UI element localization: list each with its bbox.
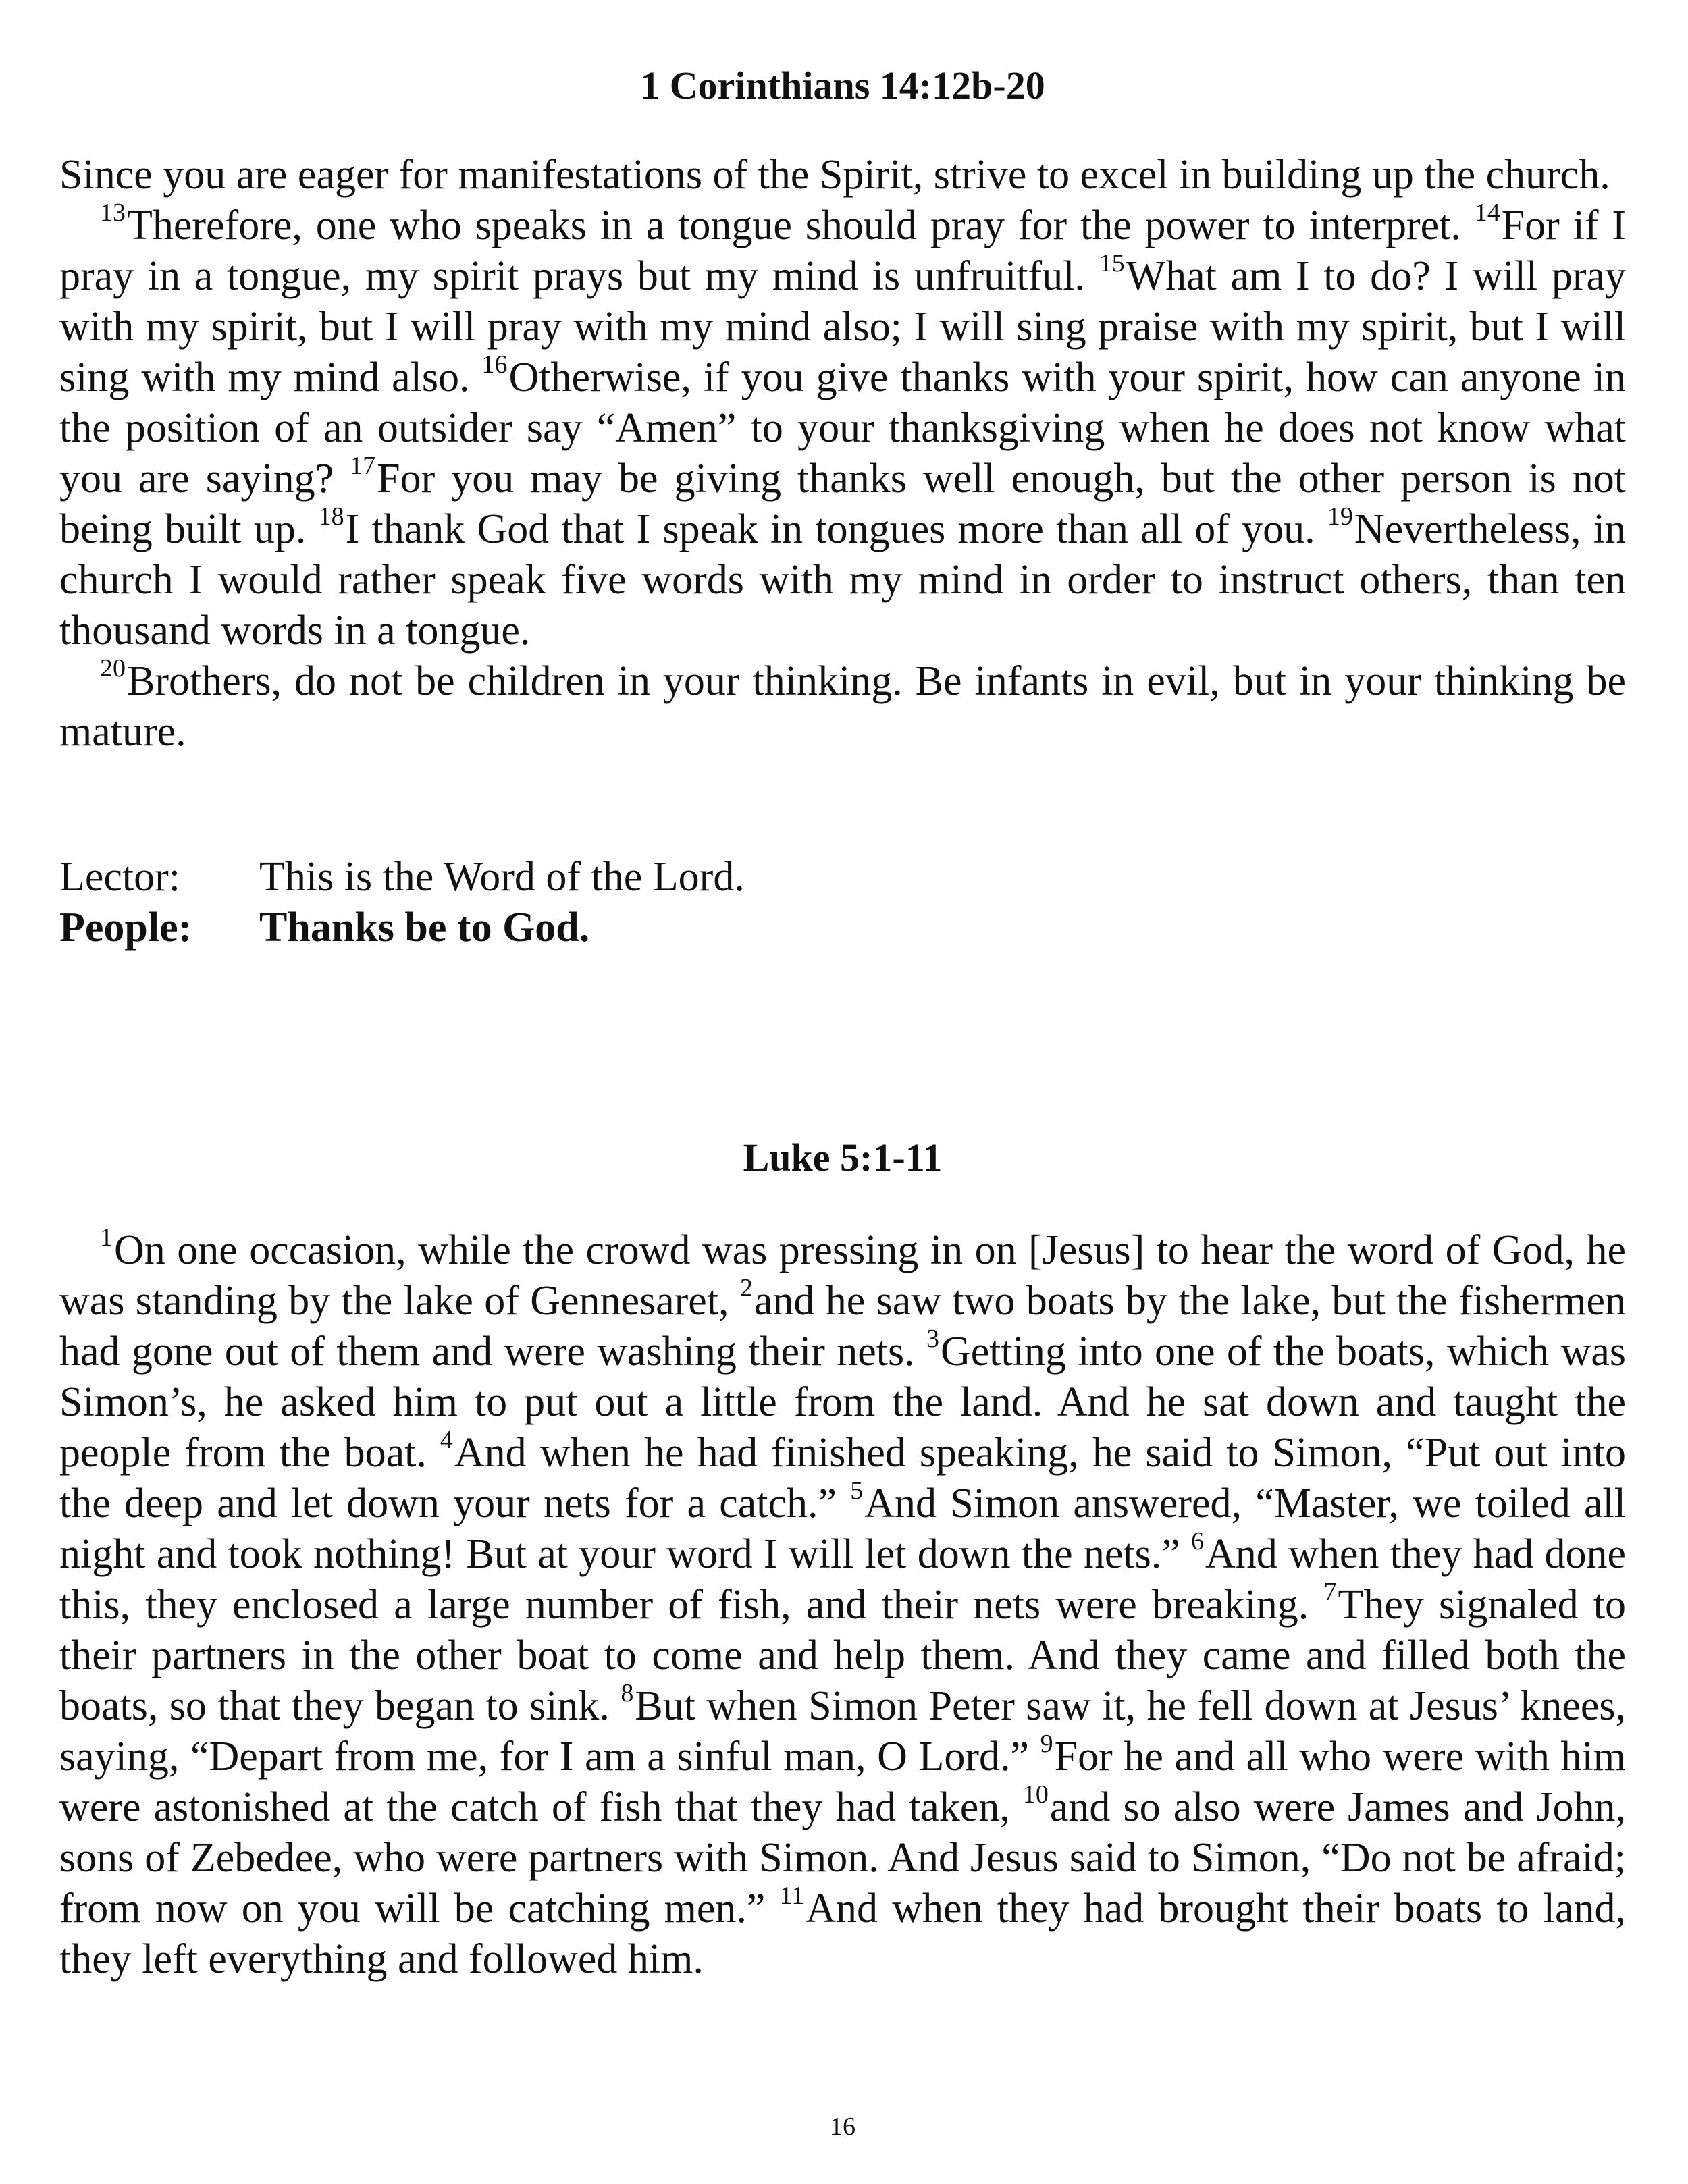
verse-text: For he and all who were with him were astonished at the catch of fish that they had taken, — [59, 1734, 1626, 1830]
verse-text: I thank God that I speak in tongues more than all of you. — [345, 506, 1327, 552]
verse-text: Brothers, do not be children in your thinking. Be infants in evil, but in your thinking be mature. — [59, 658, 1626, 755]
verse-number: 6 — [1191, 1527, 1205, 1556]
verse-text: And when they had brought their boats to land, they left everything and followed him. — [59, 1886, 1626, 1982]
lector-line — [59, 852, 1626, 903]
verse-text: Getting into one of the boats, which was Simon’s, he asked him to put out a little from the land. And he sat down and taught the people from the boat. — [59, 1329, 1626, 1476]
paragraph — [59, 150, 1626, 201]
reading2-heading: Luke 5:1-11 — [743, 1136, 943, 1179]
verse-number: 1 — [100, 1223, 113, 1252]
verse-number: 13 — [100, 198, 126, 228]
verse-text: And when they had done this, they enclosed a large number of fish, and their nets were breaking. — [59, 1531, 1626, 1628]
verse-number: 15 — [1099, 249, 1125, 278]
verse-text: Therefore, one who speaks in a tongue should pray for the power to interpret. — [127, 203, 1475, 248]
verse-number: 9 — [1040, 1730, 1053, 1759]
people-line — [59, 903, 1626, 953]
verse-number: 2 — [739, 1274, 753, 1303]
page — [59, 0, 1626, 2184]
reading1-passage — [59, 150, 1626, 757]
verse-text: For if I pray in a tongue, my spirit prays but my mind is unfruitful. — [59, 203, 1626, 299]
response-block — [59, 852, 1626, 953]
verse-number: 5 — [850, 1476, 864, 1506]
verse-text: And Simon answered, “Master, we toiled all night and took nothing! But at your word I will let down the nets.” — [59, 1481, 1626, 1577]
verse-number: 17 — [350, 452, 376, 481]
verse-number: 10 — [1022, 1780, 1049, 1809]
lector-role: Lector: — [59, 854, 181, 900]
verse-number: 14 — [1474, 198, 1500, 228]
paragraph — [59, 198, 1626, 656]
verse-number: 16 — [481, 350, 508, 379]
verse-number: 4 — [440, 1426, 453, 1455]
verse-text: Nevertheless, in church I would rather speak five words with my mind in order to instruct others, than ten thousand words in a tongue. — [59, 506, 1626, 654]
paragraph — [59, 1225, 1626, 1985]
verse-text: What am I to do? I will pray with my spirit, but I will pray with my mind also; I will sing praise with my spirit, but I will sing with my mind also. — [59, 253, 1626, 400]
verse-text: For you may be giving thanks well enough, but the other person is not being built up. — [59, 456, 1626, 552]
people-role: People: — [59, 905, 192, 951]
verse-number: 11 — [779, 1882, 805, 1911]
verse-text: They signaled to their partners in the other boat to come and help them. And they came and filled both the boats, so that they began to sink. — [59, 1582, 1627, 1729]
verse-number: 19 — [1327, 502, 1353, 531]
reading1-heading: 1 Corinthians 14:12b-20 — [640, 63, 1045, 107]
verse-text: Since you are eager for manifestations of the Spirit, strive to excel in building up the church. — [59, 152, 1610, 198]
verse-text: And when he had finished speaking, he said to Simon, “Put out into the deep and let down your nets for a catch.” — [59, 1430, 1626, 1526]
verse-number: 7 — [1323, 1578, 1337, 1607]
verse-number: 8 — [621, 1679, 634, 1708]
lector-text: This is the Word of the Lord. — [259, 854, 745, 900]
verse-text: and he saw two boats by the lake, but the fishermen had gone out of them and were washing their nets. — [59, 1278, 1626, 1375]
paragraph — [59, 656, 1626, 757]
reading2-passage — [59, 1225, 1626, 1985]
people-text: Thanks be to God. — [259, 905, 590, 951]
verse-text: But when Simon Peter saw it, he fell down at Jesus’ knees, saying, “Depart from me, for I am a sinful man, O Lord.” — [59, 1683, 1626, 1780]
verse-number: 3 — [926, 1325, 939, 1354]
page-number: 16 — [830, 2112, 855, 2141]
verse-number: 20 — [100, 654, 126, 683]
verse-text: and so also were James and John, sons of Zebedee, who were partners with Simon. And Jesus said to Simon, “Do not be afraid; from now on you will be catching men.” — [59, 1784, 1626, 1932]
verse-number: 18 — [318, 502, 344, 531]
verse-text: Otherwise, if you give thanks with your spirit, how can anyone in the position of an outsider say “Amen” to your thanksgiving when he does not know what you are saying? — [59, 354, 1626, 502]
verse-text: On one occasion, while the crowd was pressing in on [Jesus] to hear the word of God, he was standing by the lake of Gennesaret, — [59, 1227, 1626, 1324]
